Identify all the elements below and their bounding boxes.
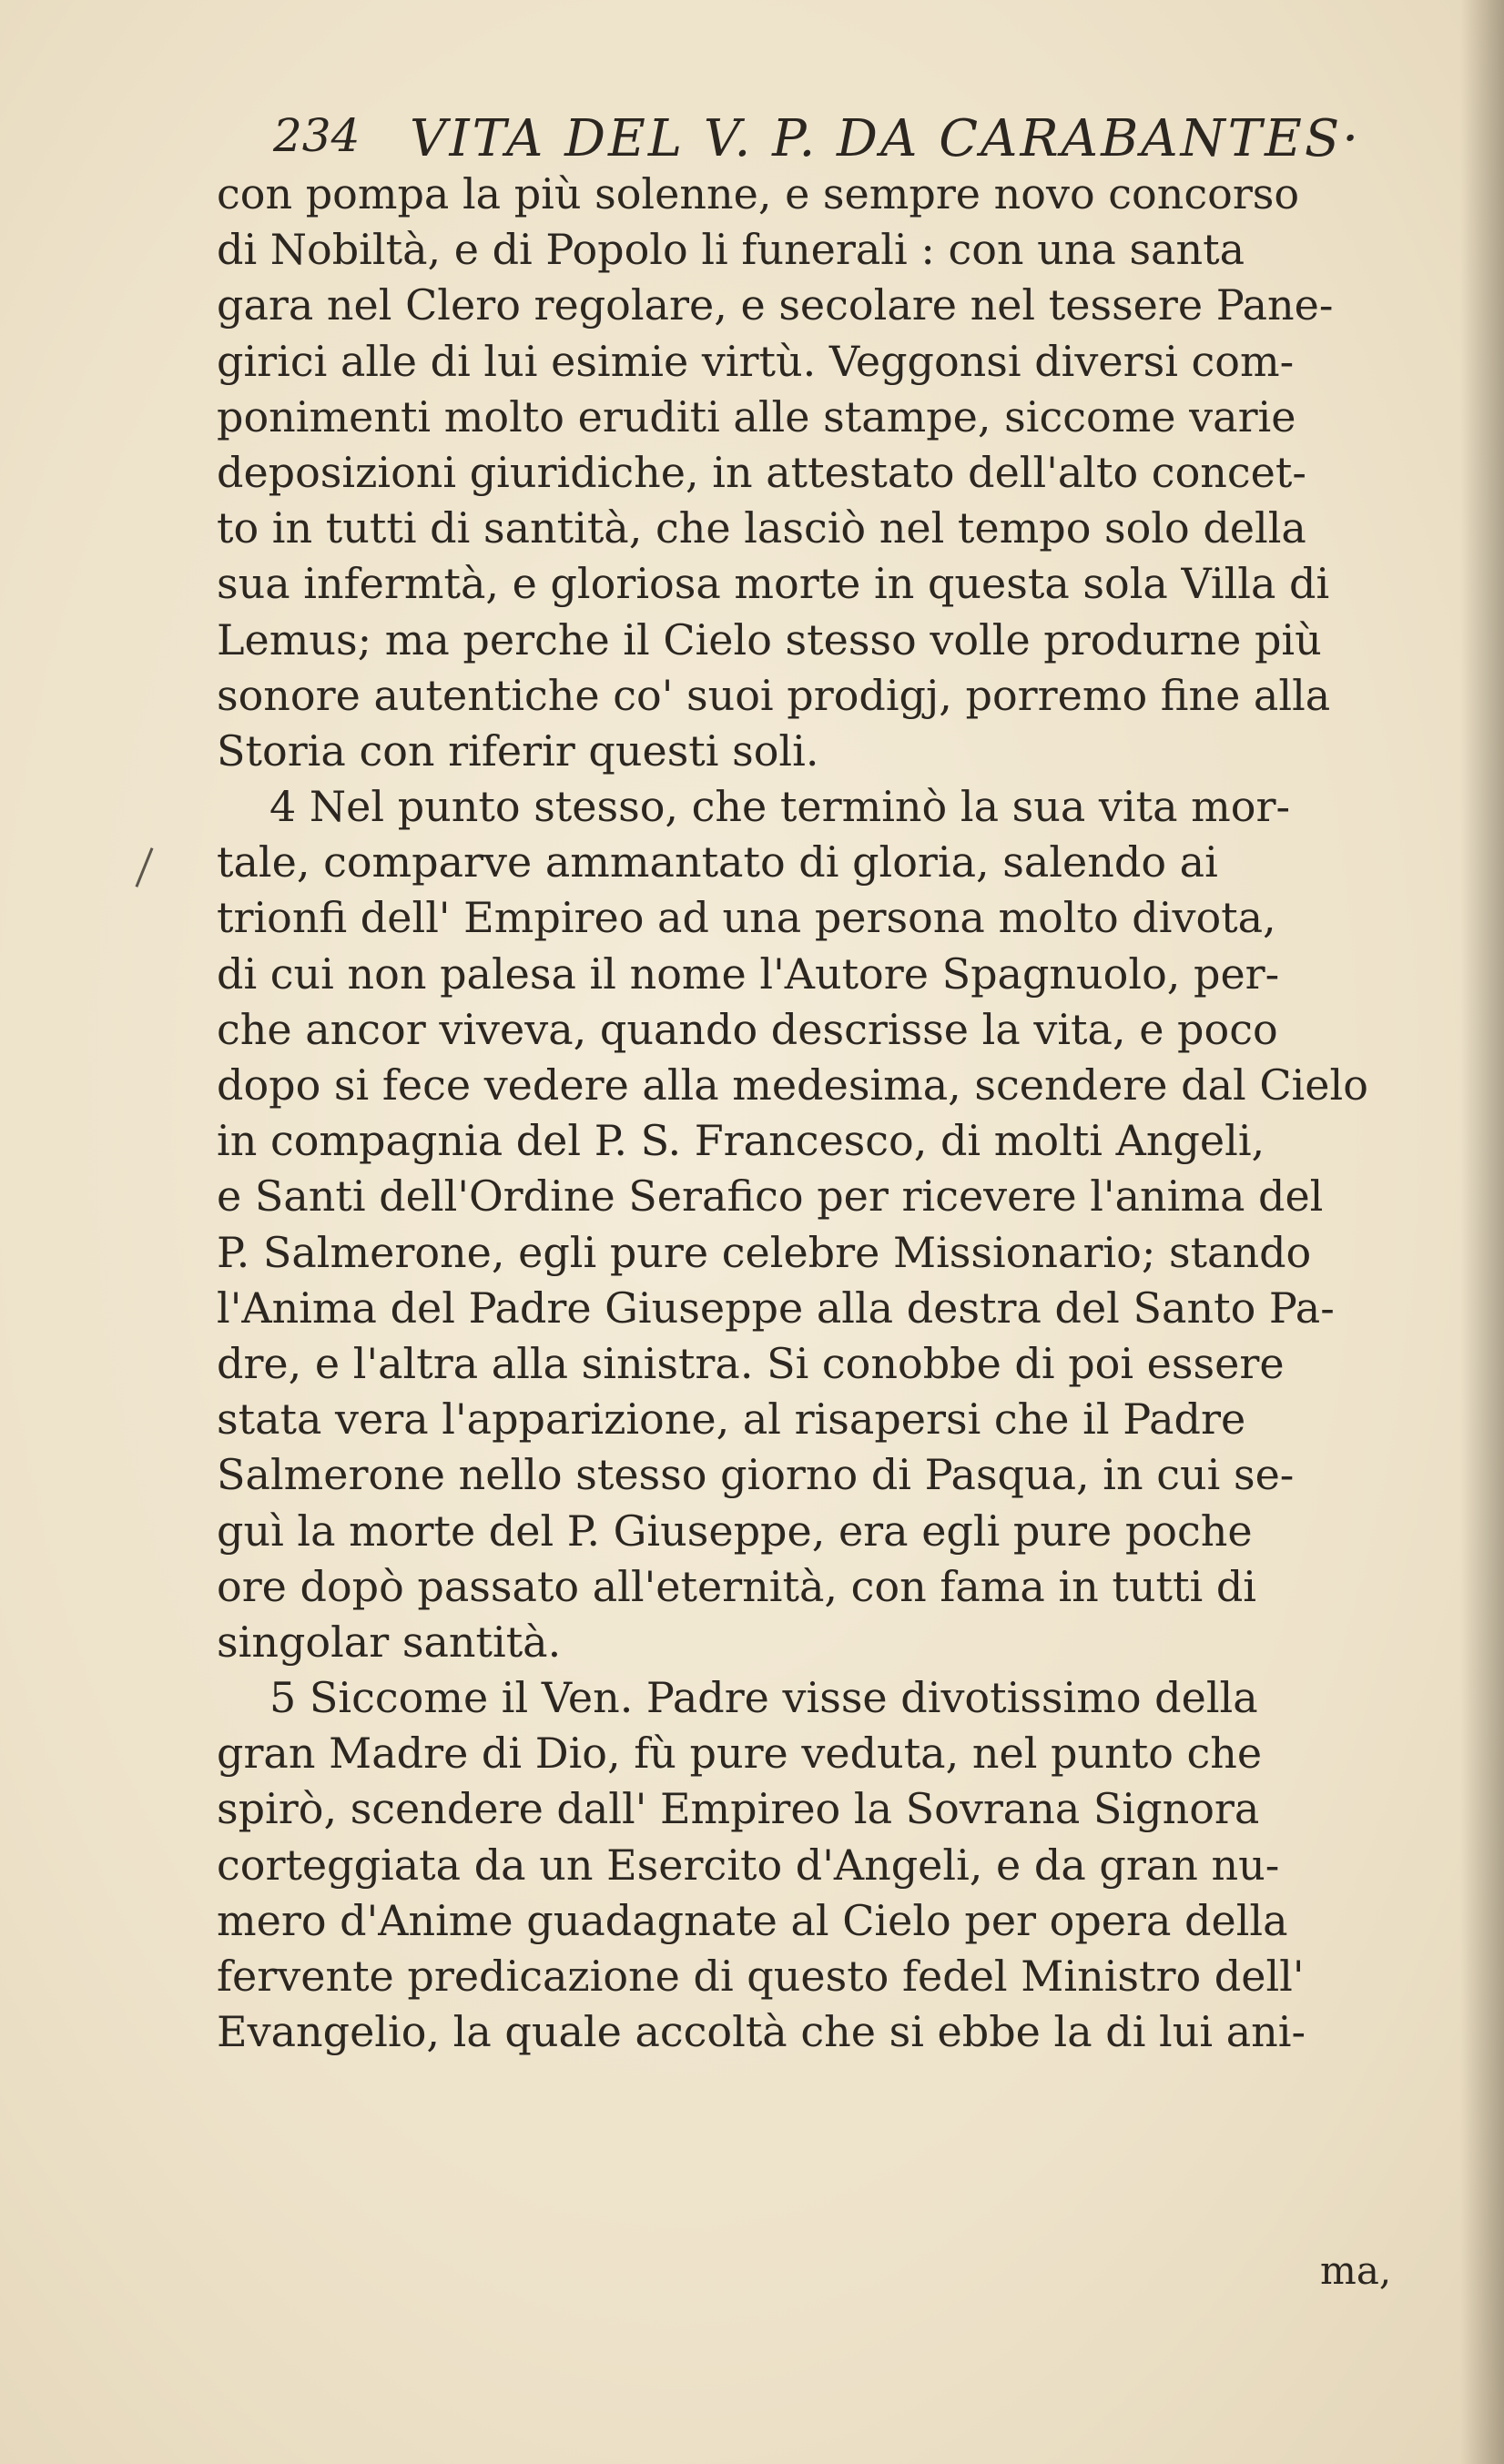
text-line: l'Anima del Padre Giuseppe alla destra del Santo Pa-	[217, 1283, 1335, 1333]
text-line: ore dopò passato all'eternità, con fama in tutti di	[217, 1561, 1257, 1611]
text-line: con pompa la più solenne, e sempre novo concorso	[217, 169, 1300, 218]
text-line: guì la morte del P. Giuseppe, era egli pure poche	[217, 1506, 1253, 1556]
text-line: sua infermtà, e gloriosa morte in questa sola Villa di	[217, 559, 1330, 609]
running-head: VITA DEL V. P. DA CARABANTES·	[410, 109, 1362, 168]
text-line: gara nel Clero regolare, e secolare nel tessere Pane-	[217, 280, 1334, 330]
text-line: dopo si fece vedere alla medesima, scendere dal Cielo	[217, 1060, 1368, 1110]
text-line: sonore autentiche co' suoi prodigj, porremo fine alla	[217, 670, 1331, 720]
paragraph-4-start: 4 Nel punto stesso, che terminò la sua vita mor-	[269, 782, 1290, 832]
text-line: ponimenti molto eruditi alle stampe, siccome varie	[217, 391, 1296, 441]
text-line: gran Madre di Dio, fù pure veduta, nel punto che	[217, 1729, 1263, 1779]
catchword: ma,	[1320, 2248, 1392, 2293]
text-line: stata vera l'apparizione, al risapersi che il Padre	[217, 1394, 1246, 1445]
text-line: P. Salmerone, egli pure celebre Missionario; stando	[217, 1227, 1312, 1277]
text-line: tale, comparve ammantato di gloria, salendo ai	[217, 837, 1218, 887]
margin-pencil-mark	[135, 847, 153, 887]
text-line: dre, e l'altra alla sinistra. Si conobbe di poi essere	[217, 1338, 1285, 1388]
page-number: 234	[273, 109, 361, 162]
text-line: to in tutti di santità, che lasciò nel tempo solo della	[217, 503, 1306, 553]
text-line: in compagnia del P. S. Francesco, di molti Angeli,	[217, 1116, 1265, 1166]
text-line: Evangelio, la quale accoltà che si ebbe la di lui ani-	[217, 2007, 1306, 2057]
body-text	[217, 167, 1491, 2060]
text-line: di cui non palesa il nome l'Autore Spagnuolo, per-	[217, 948, 1280, 999]
text-line: e Santi dell'Ordine Serafico per ricevere l'anima del	[217, 1171, 1324, 1222]
text-line: fervente predicazione di questo fedel Ministro dell'	[217, 1952, 1305, 2001]
text-line: Storia con riferir questi soli.	[217, 725, 819, 776]
text-line: spirò, scendere dall' Empireo la Sovrana Signora	[217, 1784, 1260, 1834]
paragraph-5-start: 5 Siccome il Ven. Padre visse divotissimo della	[269, 1673, 1258, 1723]
text-line: singolar santità.	[217, 1617, 562, 1667]
text-line: girici alle di lui esimie virtù. Veggonsi diversi com-	[217, 336, 1295, 386]
text-line: corteggiata da un Esercito d'Angeli, e da gran nu-	[217, 1840, 1280, 1890]
text-line: mero d'Anime guadagnate al Cielo per opera della	[217, 1895, 1288, 1945]
text-line: che ancor viveva, quando descrisse la vita, e poco	[217, 1004, 1278, 1054]
text-line: di Nobiltà, e di Popolo li funerali : con una santa	[217, 225, 1245, 275]
text-line: deposizioni giuridiche, in attestato dell'alto concet-	[217, 447, 1306, 497]
text-line: trionfi dell' Empireo ad una persona molto divota,	[217, 893, 1276, 943]
text-line: Lemus; ma perche il Cielo stesso volle produrne più	[217, 614, 1322, 664]
text-line: Salmerone nello stesso giorno di Pasqua, in cui se-	[217, 1450, 1295, 1500]
